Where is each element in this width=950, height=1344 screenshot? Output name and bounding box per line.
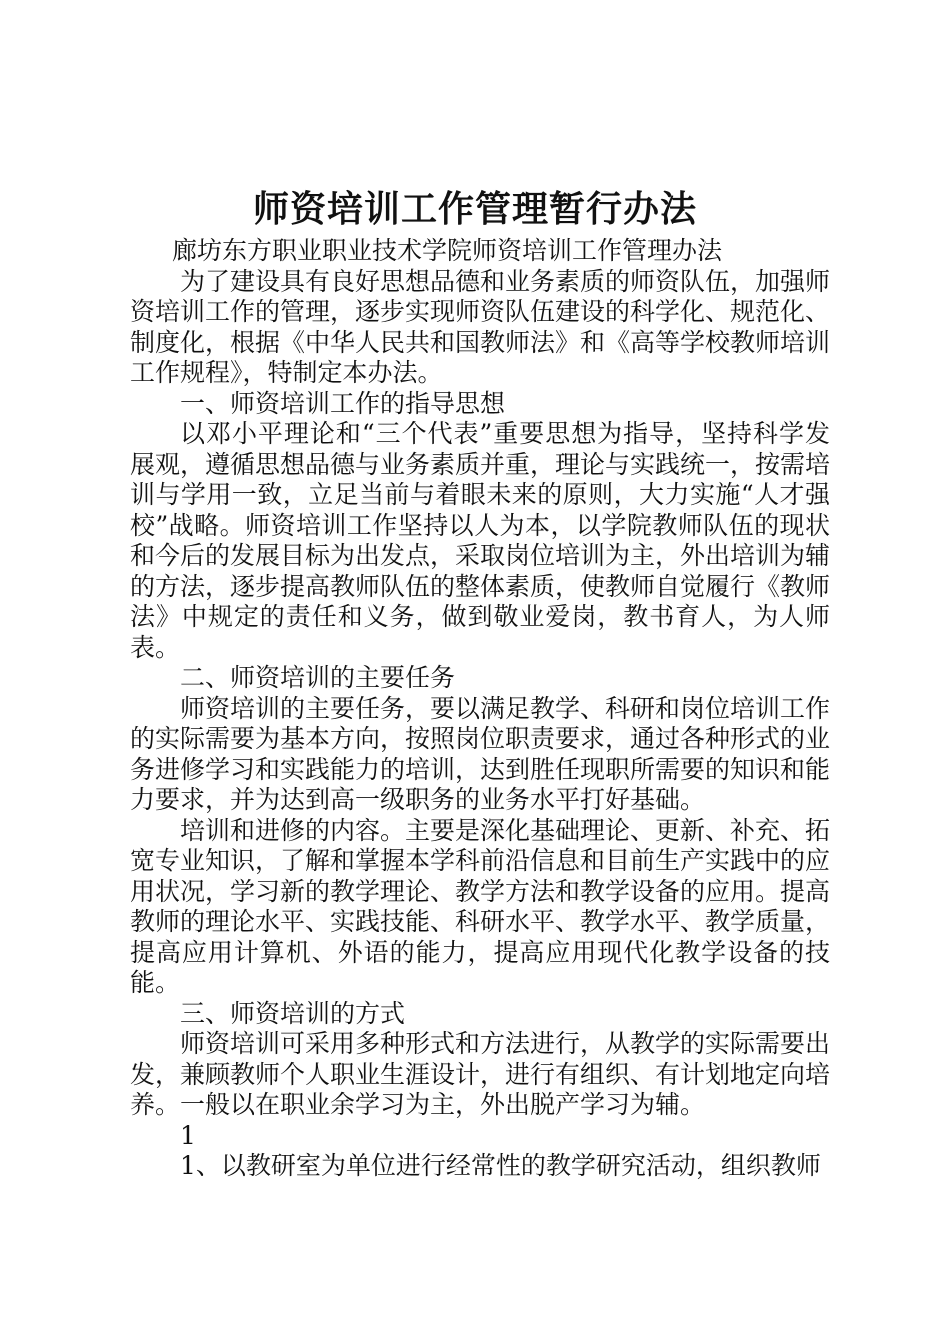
- document-body: [130, 236, 830, 1182]
- page-number: 1: [180, 1120, 196, 1150]
- section-2-paragraph-2: 培训和进修的内容。主要是深化基础理论、更新、补充、拓宽专业知识，了解和掌握本学科前沿信息和目前生产实践中的应用状况，学习新的教学理论、教学方法和教学设备的应用。提高教师的理论水平、实践技能、科研水平、教学水平、教学质量，提高应用计算机、外语的能力，提高应用现代化教学设备的技能。: [130, 815, 831, 997]
- list-item-1: 1、以教研室为单位进行经常性的教学研究活动，组织教师: [180, 1151, 821, 1180]
- section-3-paragraph: 师资培训可采用多种形式和方法进行，从教学的实际需要出发，兼顾教师个人职业生涯设计，进行有组织、有计划地定向培养。一般以在职业余学习为主，外出脱产学习为辅。: [130, 1029, 831, 1119]
- section-1-paragraph: 以邓小平理论和“三个代表”重要思想为指导，坚持科学发展观，遵循思想品德与业务素质并重，理论与实践统一，按需培训与学用一致，立足当前与着眼未来的原则，大力实施“人才强校”战略。师资培训工作坚持以人为本，以学院教师队伍的现状和今后的发展目标为出发点，采取岗位培训为主，外出培训为辅的方法，逐步提高教师队伍的整体素质，使教师自觉履行《教师法》中规定的责任和义务，做到敬业爱岗，教书育人，为人师表。: [130, 419, 831, 662]
- section-2-paragraph-1: 师资培训的主要任务，要以满足教学、科研和岗位培训工作的实际需要为基本方向，按照岗位职责要求，通过各种形式的业务进修学习和实践能力的培训，达到胜任现职所需要的知识和能力要求，并为达到高一级职务的业务水平打好基础。: [130, 693, 831, 814]
- section-heading-2: 二、师资培训的主要任务: [180, 663, 456, 692]
- intro-paragraph: 为了建设具有良好思想品德和业务素质的师资队伍，加强师资培训工作的管理，逐步实现师资队伍建设的科学化、规范化、制度化，根据《中华人民共和国教师法》和《高等学校教师培训工作规程》，特制定本办法。: [130, 266, 831, 387]
- document-title: 师资培训工作管理暂行办法: [252, 188, 697, 230]
- section-heading-3: 三、师资培训的方式: [180, 998, 406, 1028]
- subtitle-paragraph: 廊坊东方职业职业技术学院师资培训工作管理办法: [172, 236, 723, 265]
- section-heading-1: 一、师资培训工作的指导思想: [180, 388, 506, 418]
